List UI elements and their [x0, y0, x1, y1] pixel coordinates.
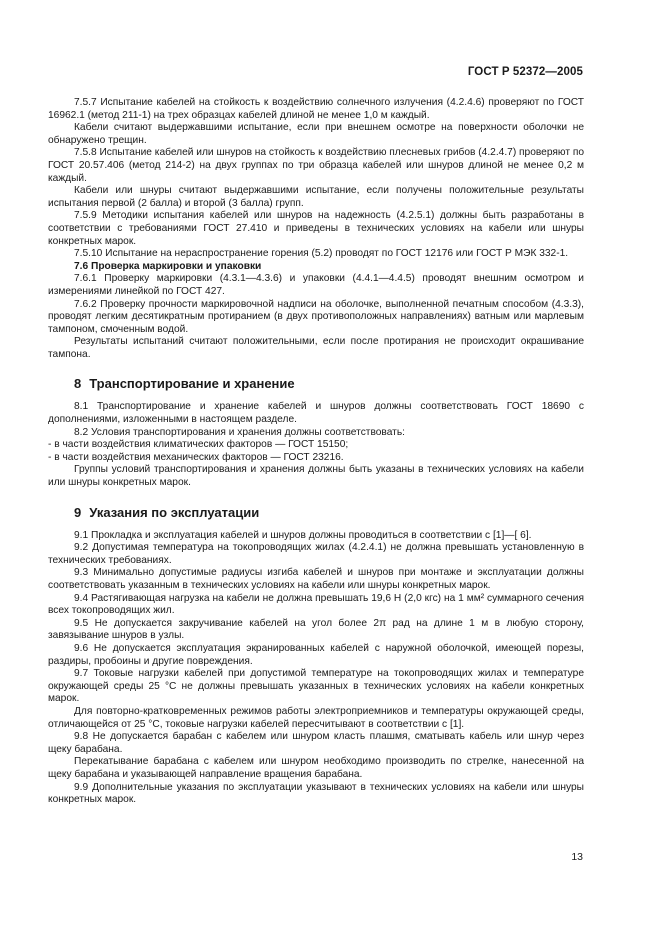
section-title: Указания по эксплуатации [89, 504, 260, 520]
paragraph: 9.9 Дополнительные указания по эксплуатации указывают в технических условиях на кабели или шнуры конкретных марок. [48, 781, 584, 806]
paragraph: Кабели или шнуры считают выдержавшими испытание, если получены положительные результаты испытания первой (2 балла) и второй (3 балла) групп. [48, 185, 584, 209]
page-number: 13 [571, 851, 583, 863]
paragraph: 7.5.10 Испытание на нераспространение горения (5.2) проводят по ГОСТ 12176 или ГОСТ Р МЭК 332-1. [74, 248, 569, 260]
paragraph: 9.3 Минимально допустимые радиусы изгиба кабелей и шнуров при монтаже и эксплуатации должны соответствовать указанным в технических условиях на кабели или шнуры конкретных марок. [48, 567, 584, 591]
paragraph: 7.6.1 Проверку маркировки (4.3.1—4.3.6) и упаковки (4.4.1—4.4.5) проводят внешним осмотром и измерениями линейкой по ГОСТ 427. [48, 273, 584, 297]
paragraph: 8.2 Условия транспортирования и хранения должны соответствовать: [74, 426, 405, 438]
paragraph: 7.6.2 Проверку прочности маркировочной надписи на оболочке, выполненной печатным способом (4.3.3), проводят легким десятикратным протиранием (в двух противоположных направлениях) ватным или марлевым тампоном, смоченным водой. [48, 298, 584, 335]
paragraph: 7.5.7 Испытание кабелей на стойкость к воздействию солнечного излучения (4.2.4.6) проверяют по ГОСТ 16962.1 (метод 211-1) на трех образцах кабелей длиной не менее 1,0 м каждый. [48, 97, 584, 121]
paragraph: Перекатывание барабана с кабелем или шнуром необходимо производить по стрелке, нанесенной на щеку барабана и указывающей направление вращения барабана. [48, 756, 584, 780]
document-header: ГОСТ Р 52372—2005 [467, 66, 583, 78]
paragraph: Группы условий транспортирования и хранения должны быть указаны в технических условиях на кабели или шнуры конкретных марок. [48, 464, 584, 489]
list-item: - в части воздействия механических факторов — ГОСТ 23216. [48, 451, 344, 463]
paragraph: 9.8 Не допускается барабан с кабелем или шнуром класть плашмя, сматывать кабель или шнур через щеку барабана. [48, 731, 584, 755]
paragraph: 8.1 Транспортирование и хранение кабелей и шнуров должны соответствовать ГОСТ 18690 с дополнениями, изложенными в настоящем разделе. [48, 401, 584, 426]
paragraph: 7.5.8 Испытание кабелей или шнуров на стойкость к воздействию плесневых грибов (4.2.4.7) проверяют по ГОСТ 20.57.406 (метод 214-2) на двух группах по три образца кабелей или шнуров длиной не менее 0,2 м каждый. [48, 147, 585, 184]
subsection-heading: 7.6 Проверка маркировки и упаковки [74, 260, 262, 272]
section-heading-9 [48, 505, 584, 521]
paragraph: Кабели считают выдержавшими испытание, если при внешнем осмотре на поверхности оболочки не обнаружено трещин. [48, 122, 584, 146]
section-heading-8 [48, 376, 584, 392]
section-number: 8 [74, 376, 82, 392]
list-item: - в части воздействия климатических факторов — ГОСТ 15150; [48, 439, 349, 451]
document-body [48, 97, 584, 807]
paragraph: Результаты испытаний считают положительными, если после протирания не происходит окрашивание тампона. [48, 336, 584, 360]
paragraph: 7.5.9 Методики испытания кабелей или шнуров на надежность (4.2.5.1) должны быть разработаны в соответствии с требованиями ГОСТ 27.410 и приведены в технических условиях на кабели или шнуры конкретных марок. [48, 210, 584, 247]
section-number: 9 [74, 504, 82, 520]
paragraph: 9.1 Прокладка и эксплуатация кабелей и шнуров должны проводиться в соответствии с [1]—[ 6]. [74, 529, 532, 541]
paragraph: 9.5 Не допускается закручивание кабелей на угол более 2π рад на длине 1 м в любую сторону, завязывание шнуров в узлы. [48, 617, 584, 642]
paragraph: 9.2 Допустимая температура на токопроводящих жилах (4.2.4.1) не должна превышать установленную в технических требованиях. [48, 542, 584, 566]
paragraph: 9.4 Растягивающая нагрузка на кабели не должна превышать 19,6 Н (2,0 кгс) на 1 мм² суммарного сечения всех токопроводящих жил. [48, 592, 584, 617]
paragraph: 9.7 Токовые нагрузки кабелей при допустимой температуре на токопроводящих жилах и температуре окружающей среды 25 °С не должны превышать указанных в технических условиях на кабели конкретных марок. [48, 668, 584, 705]
paragraph: 9.6 Не допускается эксплуатация экранированных кабелей с наружной оболочкой, имеющей порезы, раздиры, пробоины и другие повреждения. [48, 642, 584, 667]
section-title: Транспортирование и хранение [89, 376, 295, 392]
paragraph: Для повторно-кратковременных режимов работы электроприемников и температуры окружающей среды, отличающейся от 25 °С, токовые нагрузки кабелей пересчитывают в соответствии с [1]. [48, 705, 584, 730]
